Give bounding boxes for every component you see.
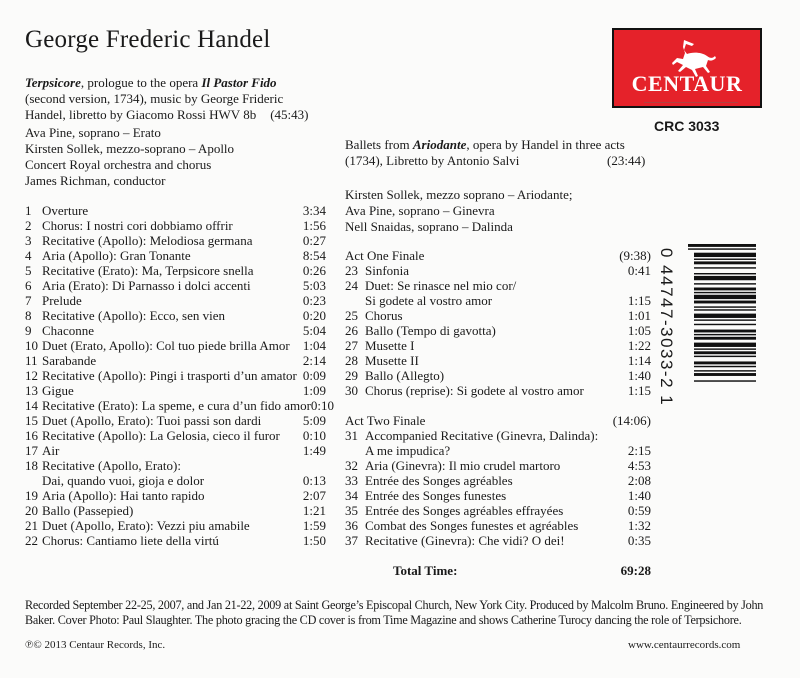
logo-underline	[644, 102, 738, 103]
track-row	[345, 473, 651, 488]
track-row	[345, 458, 651, 473]
barcode-bar	[694, 356, 756, 357]
track-time: 5:04	[302, 323, 326, 338]
track-time: 0:13	[302, 473, 326, 488]
track-row	[25, 203, 326, 218]
barcode-bar	[694, 309, 756, 310]
track-number: 20	[25, 503, 38, 518]
track-number: 30	[345, 383, 358, 398]
barcode-bar	[694, 343, 756, 347]
track-title: Musette II	[365, 353, 419, 368]
total-label: Total Time:	[393, 563, 458, 578]
track-row	[345, 518, 651, 533]
barcode-bar	[694, 259, 756, 260]
track-time: 1:40	[627, 488, 651, 503]
work1-line2: (second version, 1734), music by George Frideric	[25, 91, 284, 106]
track-title: Accompanied Recitative (Ginevra, Dalinda):	[365, 428, 599, 443]
track-row	[25, 308, 326, 323]
act2-heading	[345, 413, 651, 428]
centaur-logo	[612, 28, 762, 108]
barcode-bar	[694, 373, 756, 376]
track-row	[25, 518, 326, 533]
barcode-bar	[694, 301, 756, 304]
track-row	[25, 323, 326, 338]
track-title: Sarabande	[42, 353, 97, 368]
track-time: 1:49	[302, 443, 326, 458]
barcode-bar	[694, 319, 756, 320]
indent	[345, 443, 365, 458]
track-title: Recitative (Apollo): Pingi i trasporti d’un amator	[42, 368, 297, 383]
track-time: 1:56	[302, 218, 326, 233]
track-time: 2:14	[302, 353, 326, 368]
barcode-bar	[694, 261, 756, 264]
track-row	[25, 368, 326, 383]
track-number: 29	[345, 368, 358, 383]
barcode-bar	[694, 283, 756, 284]
track-row	[345, 368, 651, 383]
track-row	[345, 338, 651, 353]
track-title: Musette I	[365, 338, 415, 353]
track-time: 1:40	[627, 368, 651, 383]
act1-label: Act One Finale	[345, 248, 425, 263]
track-title: Ballo (Tempo di gavotta)	[365, 323, 496, 338]
work2-opera: Ariodante	[412, 137, 467, 152]
performers2	[345, 187, 572, 235]
track-title: Recitative (Apollo): Melodiosa germana	[42, 233, 253, 248]
track-row	[25, 443, 326, 458]
track-time: 3:34	[302, 203, 326, 218]
track-time: 1:15	[627, 383, 651, 398]
barcode-bar	[694, 330, 756, 333]
track-number: 35	[345, 503, 358, 518]
work2-duration: (23:44)	[607, 153, 646, 168]
track-row	[25, 533, 326, 548]
barcode-bar	[694, 273, 756, 274]
track-time: 1:04	[302, 338, 326, 353]
performer-line: Kirsten Sollek, mezzo soprano – Ariodante;	[345, 187, 573, 202]
track-title: Recitative (Apollo, Erato):	[42, 458, 181, 473]
total-time	[345, 563, 651, 578]
track-title: Recitative (Erato): Ma, Terpsicore snella	[42, 263, 254, 278]
track-row	[25, 488, 326, 503]
track-title: Combat des Songes funestes et agréables	[365, 518, 579, 533]
track-row	[345, 503, 651, 518]
track-time: 8:54	[302, 248, 326, 263]
track-number: 5	[25, 263, 32, 278]
work1-desc: , prologue to the opera	[80, 75, 202, 90]
work2-desc: , opera by Handel in three acts	[466, 137, 625, 152]
track-number: 25	[345, 308, 358, 323]
track-number: 34	[345, 488, 358, 503]
track-time: 0:10	[302, 428, 326, 443]
track-time: 1:21	[302, 503, 326, 518]
track-number: 28	[345, 353, 358, 368]
track-time: 2:15	[627, 443, 651, 458]
track-number: 1	[25, 203, 32, 218]
barcode-bar	[694, 314, 756, 318]
track-title: Chorus: I nostri cori dobbiamo offrir	[42, 218, 233, 233]
track-row	[345, 323, 651, 338]
track-number: 9	[25, 323, 32, 338]
track-title: Air	[42, 443, 60, 458]
track-number: 17	[25, 443, 38, 458]
track-title: Sinfonia	[365, 263, 410, 278]
track-time: 1:59	[302, 518, 326, 533]
work2-header	[345, 137, 646, 169]
track-title: Chorus	[365, 308, 403, 323]
track-time: 2:07	[302, 488, 326, 503]
track-title: Entrée des Songes agréables	[365, 473, 513, 488]
track-row-continued	[25, 473, 326, 488]
barcode-bar	[694, 253, 756, 257]
track-row	[345, 353, 651, 368]
act1-heading	[345, 248, 651, 263]
track-time: 2:08	[627, 473, 651, 488]
track-row	[25, 383, 326, 398]
track-number: 10	[25, 338, 38, 353]
track-title: Chaconne	[42, 323, 94, 338]
track-time: 0:23	[302, 293, 326, 308]
track-number: 6	[25, 278, 32, 293]
track-row	[345, 263, 651, 278]
track-title-continued: Dai, quando vuoi, gioja e dolor	[42, 473, 205, 488]
track-title: Aria (Erato): Di Parnasso i dolci accenti	[42, 278, 251, 293]
track-row	[25, 413, 326, 428]
track-title: Gigue	[42, 383, 74, 398]
track-row	[25, 338, 326, 353]
track-row	[25, 218, 326, 233]
track-title: Overture	[42, 203, 89, 218]
track-row	[25, 278, 326, 293]
performer-line: Ava Pine, soprano – Ginevra	[345, 203, 495, 218]
work1-line3: Handel, libretto by Giacomo Rossi HWV 8b	[25, 107, 257, 122]
track-title: Ballo (Passepied)	[42, 503, 134, 518]
track-number: 11	[25, 353, 38, 368]
barcode-bar	[694, 295, 756, 299]
act1-duration: (9:38)	[619, 248, 651, 263]
barcode-bar	[694, 380, 756, 381]
track-title: Ballo (Allegto)	[365, 368, 445, 383]
work2-pre: Ballets from	[345, 137, 413, 152]
track-row	[345, 308, 651, 323]
track-time: 0:10	[310, 398, 335, 413]
track-row	[25, 503, 326, 518]
track-number: 18	[25, 458, 38, 473]
track-time: 1:22	[627, 338, 651, 353]
track-row	[25, 293, 326, 308]
track-time: 0:41	[627, 263, 651, 278]
track-time: 4:53	[627, 458, 651, 473]
performer-line: Concert Royal orchestra and chorus	[25, 157, 212, 172]
work2-line2: (1734), Libretto by Antonio Salvi	[345, 153, 520, 168]
track-row	[25, 263, 326, 278]
barcode-bar	[694, 334, 756, 335]
track-title: Recitative (Apollo): Ecco, sen vien	[42, 308, 226, 323]
track-title: Duet (Erato, Apollo): Col tuo piede brilla Amor	[42, 338, 290, 353]
barcode-bar	[694, 337, 756, 340]
track-time: 5:03	[302, 278, 326, 293]
track-row	[345, 278, 651, 293]
barcode-bar	[694, 267, 756, 268]
catalog-number: CRC 3033	[654, 118, 720, 134]
track-number: 8	[25, 308, 32, 323]
track-number: 27	[345, 338, 358, 353]
track-time: 1:32	[627, 518, 651, 533]
barcode-bar	[694, 370, 756, 371]
performer-line: Ava Pine, soprano – Erato	[25, 125, 161, 140]
indent	[345, 293, 365, 308]
track-row-continued	[345, 293, 651, 308]
track-row	[25, 248, 326, 263]
track-number: 7	[25, 293, 32, 308]
credits: Recorded September 22-25, 2007, and Jan 21-22, 2009 at Saint George’s Episcopal Church, New York City. Produced by Malcolm Bruno. Engineered by John Baker. Cover Photo: Paul Slaughter. The photo gracing the CD cover is from Time Magazine and shows Catherine Turocy dancing the role of Terpsichore.	[25, 598, 764, 627]
work1-title: Terpsicore	[25, 75, 81, 90]
barcode-bar	[694, 276, 756, 280]
track-number: 3	[25, 233, 32, 248]
track-number: 21	[25, 518, 38, 533]
performer-line: James Richman, conductor	[25, 173, 166, 188]
track-row	[25, 353, 326, 368]
barcode-bar	[694, 306, 756, 307]
indent	[25, 473, 42, 488]
barcode-bar	[694, 324, 756, 325]
track-title: Recitative (Apollo): La Gelosia, cieco il furor	[42, 428, 280, 443]
track-time: 0:27	[302, 233, 326, 248]
track-title: Aria (Apollo): Hai tanto rapido	[42, 488, 205, 503]
track-number: 2	[25, 218, 32, 233]
track-row	[345, 488, 651, 503]
track-row-continued	[345, 443, 651, 458]
barcode-digits: 0 44747-3033-2 1	[657, 248, 676, 407]
barcode-bar	[694, 361, 756, 364]
work1-opera: Il Pastor Fido	[201, 75, 277, 90]
performer-line: Kirsten Sollek, mezzo-soprano – Apollo	[25, 141, 235, 156]
track-row	[25, 428, 326, 443]
track-number: 14	[25, 398, 38, 413]
work1-header	[25, 75, 308, 123]
track-title: Aria (Ginevra): Il mio crudel martoro	[365, 458, 561, 473]
track-time: 0:59	[627, 503, 651, 518]
logo-text: CENTAUR	[631, 71, 743, 96]
composer-title: George Frederic Handel	[25, 26, 271, 53]
track-row	[345, 383, 651, 398]
track-time: 0:20	[302, 308, 326, 323]
track-number: 37	[345, 533, 358, 548]
track-number: 32	[345, 458, 358, 473]
track-row	[345, 533, 651, 548]
work1-duration: (45:43)	[270, 107, 309, 122]
track-row	[345, 428, 651, 443]
track-number: 22	[25, 533, 38, 548]
track-title: Recitative (Erato): La speme, e cura d’un fido amor	[42, 398, 311, 413]
performers1	[25, 125, 234, 189]
copyright: ℗© 2013 Centaur Records, Inc.	[25, 639, 166, 651]
barcode-icon	[684, 244, 756, 416]
track-title: Duet (Apollo, Erato): Vezzi piu amabile	[42, 518, 250, 533]
barcode-bar	[688, 248, 756, 249]
track-number: 12	[25, 368, 38, 383]
tracklist-terpsicore	[25, 203, 335, 548]
track-time: 1:14	[627, 353, 651, 368]
track-number: 36	[345, 518, 358, 533]
track-number: 24	[345, 278, 358, 293]
track-number: 31	[345, 428, 358, 443]
track-number: 19	[25, 488, 38, 503]
track-title: Recitative (Ginevra): Che vidi? O dei!	[365, 533, 565, 548]
track-number: 16	[25, 428, 38, 443]
track-time: 5:09	[302, 413, 326, 428]
track-title: Duet (Apollo, Erato): Tuoi passi son dardi	[42, 413, 262, 428]
track-number: 15	[25, 413, 38, 428]
barcode-bar	[694, 351, 756, 354]
track-number: 4	[25, 248, 32, 263]
track-number: 23	[345, 263, 358, 278]
total-value: 69:28	[620, 563, 651, 578]
track-title: Duet: Se rinasce nel mio cor/	[365, 278, 517, 293]
track-title-continued: A me impudica?	[365, 443, 451, 458]
track-time: 1:01	[627, 308, 651, 323]
performer-line: Nell Snaidas, soprano – Dalinda	[345, 219, 513, 234]
track-time: 0:09	[302, 368, 326, 383]
barcode-bar	[688, 244, 756, 247]
track-time: 1:50	[302, 533, 326, 548]
track-number: 13	[25, 383, 38, 398]
track-time: 0:35	[627, 533, 651, 548]
track-time: 1:15	[627, 293, 651, 308]
track-title: Chorus: Cantiamo liete della virtú	[42, 533, 219, 548]
track-title: Aria (Apollo): Gran Tonante	[42, 248, 191, 263]
track-time: 0:26	[302, 263, 326, 278]
track-time: 1:05	[627, 323, 651, 338]
track-row	[25, 233, 326, 248]
track-row	[25, 398, 335, 413]
track-title: Entrée des Songes funestes	[365, 488, 507, 503]
track-time: 1:09	[302, 383, 326, 398]
track-title-continued: Si godete al vostro amor	[365, 293, 493, 308]
barcode-bar	[694, 366, 756, 367]
website-link[interactable]: www.centaurrecords.com	[628, 639, 741, 651]
barcode-bar	[694, 348, 756, 349]
barcode-bar	[694, 288, 756, 291]
track-number: 33	[345, 473, 358, 488]
track-title: Chorus (reprise): Si godete al vostro amor	[365, 383, 584, 398]
act2-label: Act Two Finale	[345, 413, 426, 428]
track-title: Prelude	[42, 293, 82, 308]
tracklist-ariodante	[345, 248, 651, 578]
act2-duration: (14:06)	[612, 413, 651, 428]
track-row	[25, 458, 326, 473]
track-title: Entrée des Songes agréables effrayées	[365, 503, 564, 518]
barcode-bar	[694, 292, 756, 293]
track-number: 26	[345, 323, 358, 338]
